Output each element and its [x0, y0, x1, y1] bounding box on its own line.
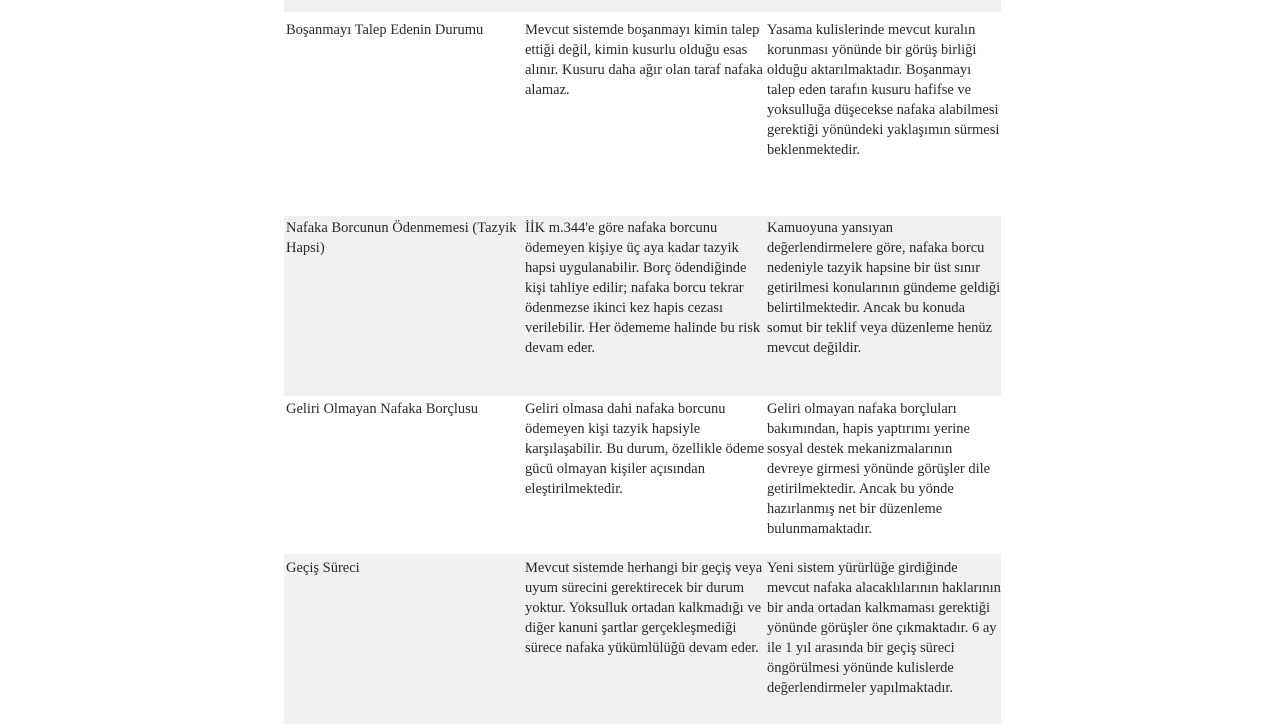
expected-cell: Yeni sistem yürürlüğe girdiğinde mevcut nafaka alacaklılarının haklarının bir anda ortadan kalkmaması gerektiği yönünde görüşler öne çıkmaktadır. 6 ay ile 1 yıl arasında bir geçiş süreci öngörülmesi yönünde kulislerde değerlendirmeler yapılmaktadır.	[767, 560, 1001, 696]
topic-cell: Geçiş Süreci	[286, 560, 360, 576]
table-row	[284, 12, 1001, 212]
expected-cell: Kamuoyuna yansıyan değerlendirmelere göre, nafaka borcu nedeniyle tazyik hapsine bir üst sınır getirilmesi konularının gündeme geldiği belirtilmektedir. Ancak bu konuda somut bir teklif veya düzenleme henüz mevcut değildir.	[767, 220, 1001, 356]
current-cell: Mevcut sistemde boşanmayı kimin talep ettiği değil, kimin kusurlu olduğu esas alınır. Kusuru daha ağır olan taraf nafaka alamaz.	[525, 22, 763, 98]
table-top-strip	[284, 0, 1001, 12]
expected-cell: Geliri olmayan nafaka borçluları bakımından, hapis yaptırımı yerine sosyal destek mekanizmalarının devreye girmesi yönünde görüşler dile getirilmektedir. Ancak bu yönde hazırlanmış net bir düzenleme bulunmamaktadır.	[767, 401, 991, 537]
current-cell: İİK m.344'e göre nafaka borcunu ödemeyen kişiye üç aya kadar tazyik hapsi uygulanabilir. Borç ödendiğinde kişi tahliye edilir; nafaka borcu tekrar ödenmezse ikinci kez hapis cezası verilebilir. Her ödememe halinde bu risk devam eder.	[525, 220, 761, 356]
table-row	[284, 216, 1001, 396]
current-cell: Mevcut sistemde herhangi bir geçiş veya uyum sürecini gerektirecek bir durum yoktur. Yoksulluk ortadan kalkmadığı ve diğer kanuni şartlar gerçekleşmediği sürece nafaka yükümlülüğü devam eder.	[525, 560, 763, 656]
topic-cell: Nafaka Borcunun Ödenmemesi (Tazyik Hapsi)	[286, 220, 517, 256]
current-cell: Geliri olmasa dahi nafaka borcunu ödemeyen kişi tazyik hapsiyle karşılaşabilir. Bu durum, özellikle ödeme gücü olmayan kişiler açısından eleştirilmektedir.	[525, 401, 765, 497]
topic-cell: Geliri Olmayan Nafaka Borçlusu	[286, 401, 479, 417]
table-row	[284, 396, 1001, 554]
expected-cell: Yasama kulislerinde mevcut kuralın korunması yönünde bir görüş birliği olduğu aktarılmaktadır. Boşanmayı talep eden tarafın kusuru hafifse ve yoksulluğa düşecekse nafaka alabilmesi gerektiği yönündeki yaklaşımın sürmesi beklenmektedir.	[767, 22, 1000, 158]
table-row	[284, 554, 1001, 724]
topic-cell: Boşanmayı Talep Edenin Durumu	[286, 22, 484, 38]
comparison-table	[284, 0, 1001, 724]
